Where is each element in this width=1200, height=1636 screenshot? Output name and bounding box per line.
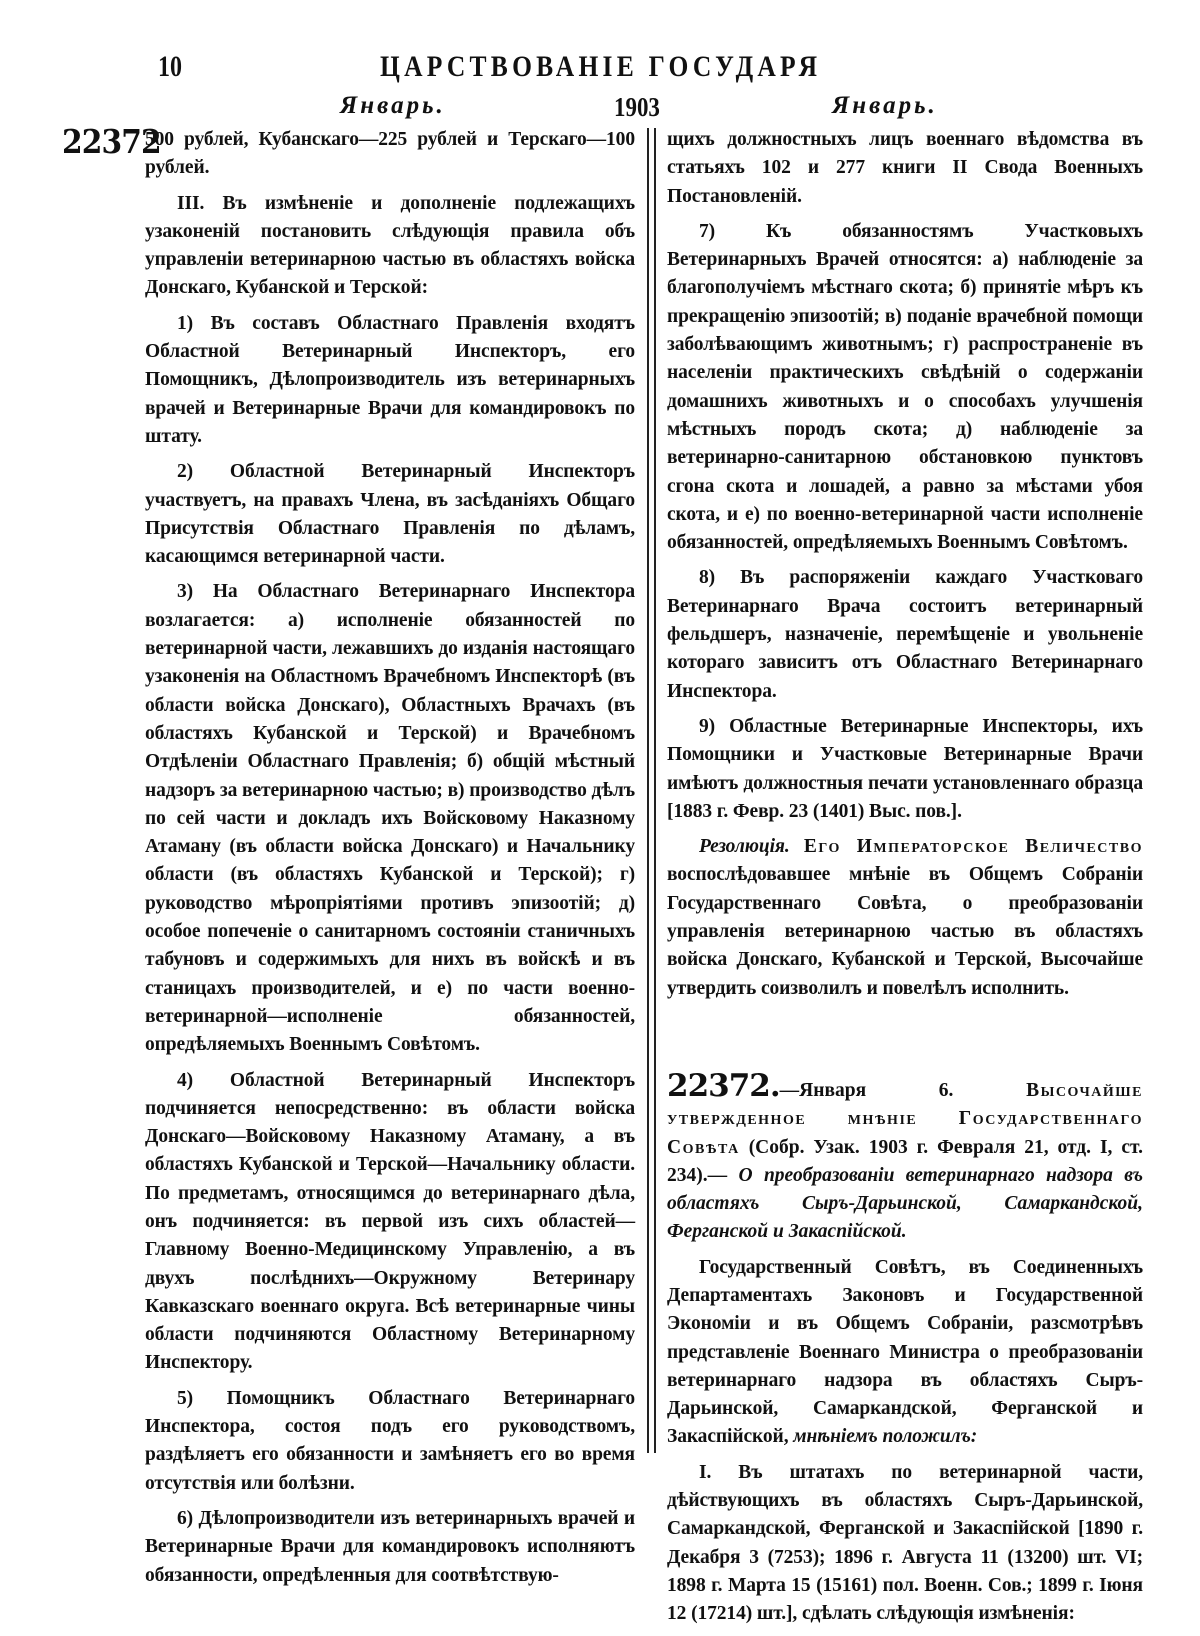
section-I: I. Въ штатахъ по ветеринарной части, дѣйствующихъ въ областяхъ Сыръ-Дарьинской, Самаркандской, Ферганской и Закаспійской [1890 г. Декабря 3 (7253); 1896 г. Августа 11 (13200) шт. VI; 1898 г. Марта 15 (15161) пол. Военн. Сов.; 1899 г. Іюня 12 (17214) шт.], сдѣлать слѣдующія измѣненія: [667, 1461, 1143, 1625]
month-left: Январь. [340, 92, 446, 119]
paragraph: 6) Дѣлопроизводители изъ ветеринарныхъ врачей и Ветеринарные Врачи для командировокъ исполняютъ обязанности, опредѣленныя для соотвѣтствую- [145, 1507, 635, 1586]
paragraph: 500 рублей, Кубанскаго—225 рублей и Терскаго—100 рублей. [145, 129, 635, 179]
paragraph: 8) Въ распоряженіи каждаго Участковаго Ветеринарнаго Врача состоитъ ветеринарный фельдшеръ, назначеніе, перемѣщеніе и увольненіе котораго зависитъ отъ Областнаго Ветеринарнаго Инспектора. [667, 567, 1143, 702]
running-title: ЦАРСТВОВАНІЕ ГОСУДАРЯ [380, 50, 822, 83]
body-intro-text: Государственный Совѣтъ, въ Соединенныхъ Департаментахъ Законовъ и Государственной Экономіи и въ Общемъ Собраніи, разсмотрѣвъ представленіе Военнаго Министра о преобразованіи ветеринарнаго надзора въ областяхъ Сыръ-Дарьинской, Самаркандской, Ферганской и Закаспійской, [667, 1256, 1143, 1448]
article-heading [667, 1067, 1143, 1247]
paragraph: 3) На Областнаго Ветеринарнаго Инспектора возлагается: а) исполненіе обязанностей по ветеринарной части, лежавшихъ до изданія настоящаго узаконенія на Областномъ Врачебномъ Инспекторѣ (въ области войска Донскаго), Областныхъ Врачахъ (въ областяхъ Кубанской и Терской) и Врачебномъ Отдѣленіи Областнаго Правленія; б) общій мѣстный надзоръ за ветеринарною частью; в) производство дѣлъ по сей части и докладъ ихъ Войсковому Наказному Атаману (въ области войска Донскаго) и Начальнику области (въ областяхъ Кубанской и Терской); г) руководство мѣропріятіями противъ эпизоотій; д) особое попеченіе о санитарномъ состояніи станичныхъ табуновъ и содержимыхъ для нихъ въ войскѣ и въ станицахъ производителей, и е) по части военно-ветеринарной—исполненіе обязанностей, опредѣляемыхъ Военнымъ Совѣтомъ. [145, 581, 635, 1056]
paragraph: щихъ должностныхъ лицъ военнаго вѣдомства въ статьяхъ 102 и 277 книги II Свода Военныхъ Постановленій. [667, 129, 1143, 207]
resolution-text: воспослѣдовавшее мнѣніе въ Общемъ Собраніи Государственнаго Совѣта, о преобразованіи управленія ветеринарною частью въ областяхъ войска Донскаго, Кубанской и Терской, Высочайше утвердить соизволилъ и повелѣлъ исполнить. [667, 864, 1143, 999]
right-column [667, 126, 1143, 1636]
paragraph: 9) Областные Ветеринарные Инспекторы, ихъ Помощники и Участковые Ветеринарные Врачи имѣютъ должностныя печати установленнаго образца [1883 г. Февр. 23 (1401) Выс. пов.]. [667, 715, 1143, 822]
paragraph: 7) Къ обязанностямъ Участковыхъ Ветеринарныхъ Врачей относятся: а) наблюденіе за благополучіемъ мѣстнаго скота; б) принятіе мѣръ къ прекращенію эпизоотій; в) поданіе врачебной помощи заболѣвающимъ животнымъ; г) распространеніе въ населеніи практическихъ свѣдѣній о содержаніи домашнихъ животныхъ и о способахъ улучшенія мѣстныхъ породъ скота; д) наблюденіе за ветеринарно-санитарною обстановкою пунктовъ сгона скота и лошадей, а равно за мѣстами убоя скота, и е) по военно-ветеринарной части исполненіе обязанностей, опредѣляемыхъ Военнымъ Совѣтомъ. [667, 220, 1143, 554]
body-intro-italic: мнѣніемъ положилъ: [793, 1426, 978, 1448]
month-right: Январь. [832, 92, 938, 119]
page-number: 10 [158, 50, 182, 83]
paragraph: 2) Областной Ветеринарный Инспекторъ участвуетъ, на правахъ Члена, въ засѣданіяхъ Общаго Присутствія Областнаго Правленія по дѣламъ, касающимся ветеринарной части. [145, 461, 635, 568]
margin-article-number: 22372 [62, 122, 161, 161]
article-body-intro [667, 1254, 1143, 1452]
resolution-paragraph [667, 833, 1143, 1003]
paragraph: 1) Въ составъ Областнаго Правленія входятъ Областной Ветеринарный Инспекторъ, его Помощникъ, Дѣлопроизводитель изъ ветеринарныхъ врачей и Ветеринарные Врачи для командировокъ по штату. [145, 312, 635, 447]
date-row [0, 92, 1200, 124]
year: 1903 [614, 92, 660, 122]
paragraph: III. Въ измѣненіе и дополненіе подлежащихъ узаконеній постановить слѣдующія правила объ управленіи ветеринарною частью въ областяхъ войска Донскаго, Кубанской и Терской: [145, 192, 635, 299]
paragraph: 4) Областной Ветеринарный Инспекторъ подчиняется непосредственно: въ области войска Донскаго—Войсковому Наказному Атаману, а въ областяхъ Кубанской и Терской—Начальнику области. По предметамъ, относящимся до ветеринарнаго дѣла, онъ подчиняется: въ первой изъ сихъ областей—Главному Военно-Медицинскому Управленію, а въ двухъ послѣднихъ—Окружному Ветеринару Кавказскаго военнаго округа. Всѣ ветеринарные чины области подчиняются Областному Ветеринарному Инспектору. [145, 1069, 635, 1374]
resolution-caps: Его Императорское Величество [803, 836, 1143, 858]
paragraph: 5) Помощникъ Областнаго Ветеринарнаго Инспектора, состоя подъ его руководствомъ, раздѣляетъ его обязанности и замѣняетъ его во время отсутствія или болѣзни. [145, 1387, 635, 1494]
article-caps-title: Высочайше утвержденное мнѣніе Государственнаго Совѣта [667, 1079, 1143, 1158]
resolution-label: Резолюція. [699, 836, 790, 858]
column-divider [647, 128, 656, 1453]
article-subject: О преобразованіи ветеринарнаго надзора въ областяхъ Сыръ-Дарьинской, Самаркандской, Ферганской и Закаспійской. [667, 1164, 1143, 1243]
article-separator [667, 1010, 1143, 1072]
article-citation: (Собр. Узак. 1903 г. Февраля 21, отд. I, ст. 234).— [667, 1136, 1143, 1186]
article-date: —Января 6. [779, 1079, 954, 1101]
left-column [145, 126, 635, 1597]
article-number: 22372. [667, 1067, 780, 1104]
